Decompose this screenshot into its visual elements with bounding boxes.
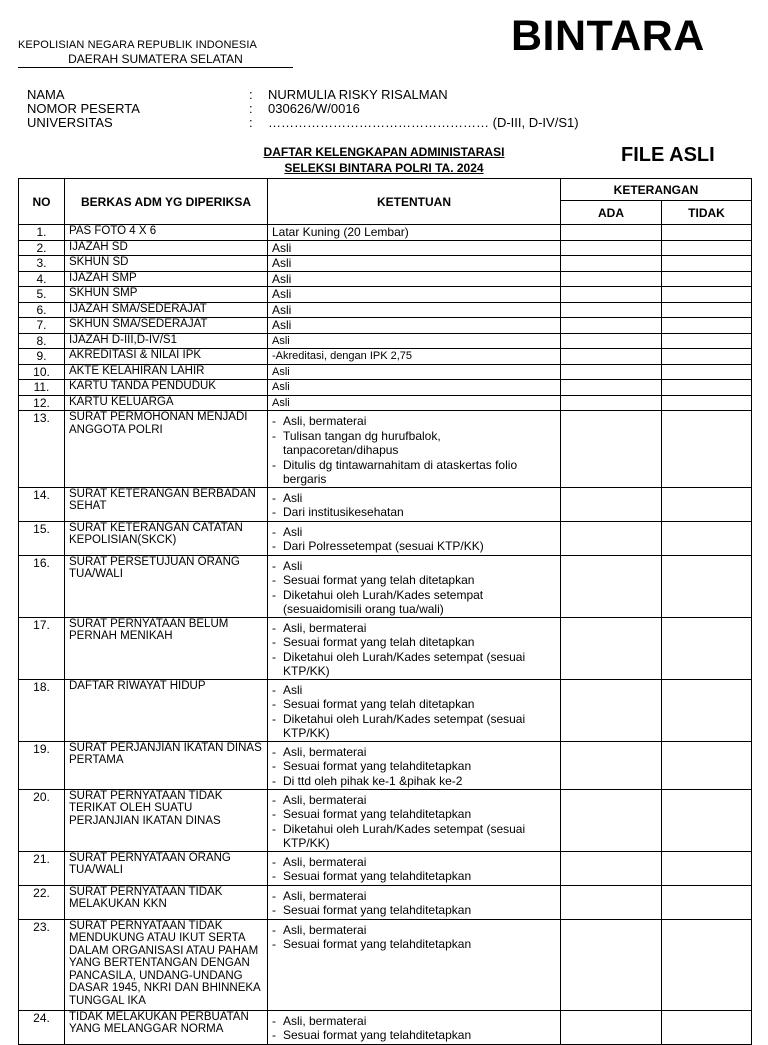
document-name: PAS FOTO 4 X 6 (65, 225, 268, 241)
requirement-bullet (272, 458, 556, 487)
requirement-text: Sesuai format yang telahditetapkan (283, 903, 472, 917)
document-title-line1: DAFTAR KELENGKAPAN ADMINISTARASI (263, 145, 505, 159)
requirement-text: Diketahui oleh Lurah/Kades setempat (sesuai KTP/KK) (283, 711, 526, 740)
requirement-text: Asli (283, 682, 303, 697)
table-row (19, 487, 752, 521)
requirement-text: Diketahui oleh Lurah/Kades setempat (sesuai KTP/KK) (283, 649, 526, 678)
bullet-dash: - (272, 792, 276, 807)
table-row (19, 349, 752, 365)
requirement-text: Asli, bermaterai (283, 792, 367, 807)
tidak-checkbox-cell[interactable] (662, 364, 752, 380)
bullet-dash: - (272, 587, 276, 602)
checklist-body (19, 225, 752, 1045)
row-number: 9. (19, 349, 65, 365)
requirement-bullet (272, 745, 556, 760)
requirement-cell (268, 741, 561, 789)
document-name: SURAT KETERANGAN BERBADAN SEHAT (65, 487, 268, 521)
bullet-dash: - (272, 759, 276, 773)
table-row (19, 271, 752, 287)
table-row (19, 333, 752, 349)
bullet-dash: - (272, 457, 276, 472)
document-name: SURAT PERNYATAAN TIDAK MELAKUKAN KKN (65, 885, 268, 919)
identity-number-row (27, 102, 579, 116)
document-name: KARTU TANDA PENDUDUK (65, 380, 268, 396)
document-name: IJAZAH SMA/SEDERAJAT (65, 302, 268, 318)
requirement-text: Diketahui oleh Lurah/Kades setempat (sesuai KTP/KK) (283, 821, 526, 850)
requirement-bullet (272, 414, 556, 429)
bullet-dash: - (272, 937, 276, 951)
table-row (19, 380, 752, 396)
table-row (19, 240, 752, 256)
table-row (19, 302, 752, 318)
requirement-text: Tulisan tangan dg hurufbalok, tanpacoretan/dihapus (283, 428, 441, 457)
ada-checkbox-cell[interactable] (561, 287, 662, 303)
requirement-text: Asli (283, 490, 303, 505)
identity-name-row (27, 88, 579, 102)
requirement-text: Sesuai format yang telahditetapkan (283, 937, 472, 951)
identity-value: 030626/W/0016 (268, 101, 360, 116)
requirement-bullet (272, 635, 556, 650)
requirement-bullet (272, 573, 556, 588)
ada-checkbox-cell[interactable] (561, 364, 662, 380)
identity-colon: : (249, 87, 253, 102)
requirement-text: Asli, bermaterai (283, 888, 367, 903)
identity-block (27, 88, 579, 130)
requirement-text: Sesuai format yang telahditetapkan (283, 759, 472, 773)
tidak-checkbox-cell[interactable] (662, 521, 752, 555)
row-number: 17. (19, 617, 65, 679)
requirement-cell (268, 919, 561, 1010)
requirement-text: Sesuai format yang telahditetapkan (283, 807, 472, 821)
bullet-dash: - (272, 524, 276, 539)
requirement-text: Ditulis dg tintawarnahitam di ataskertas folio bergaris (283, 457, 518, 486)
row-number: 13. (19, 411, 65, 488)
row-number: 22. (19, 885, 65, 919)
row-number: 2. (19, 240, 65, 256)
requirement-cell (268, 302, 561, 318)
bullet-dash: - (272, 573, 276, 587)
requirement-cell (268, 287, 561, 303)
file-label: FILE ASLI (621, 144, 715, 166)
requirement-text: Dari Polressetempat (sesuai KTP/KK) (283, 539, 484, 553)
bullet-dash: - (272, 888, 276, 903)
bullet-dash: - (272, 903, 276, 917)
ada-checkbox-cell[interactable] (561, 617, 662, 679)
row-number: 6. (19, 302, 65, 318)
document-name: IJAZAH SD (65, 240, 268, 256)
bullet-dash: - (272, 682, 276, 697)
requirement-cell (268, 333, 561, 349)
requirement-cell (268, 349, 561, 365)
tidak-checkbox-cell[interactable] (662, 287, 752, 303)
requirement-cell (268, 885, 561, 919)
requirement-text: Asli, bermaterai (283, 744, 367, 759)
requirement-bullet (272, 650, 556, 679)
ada-checkbox-cell[interactable] (561, 240, 662, 256)
tidak-checkbox-cell[interactable] (662, 679, 752, 741)
ada-checkbox-cell[interactable] (561, 851, 662, 885)
requirement-cell (268, 789, 561, 851)
requirement-bullet (272, 712, 556, 741)
requirement-text: Asli (272, 365, 290, 378)
requirement-bullet (272, 697, 556, 712)
ada-checkbox-cell[interactable] (561, 411, 662, 488)
requirement-text: Asli, bermaterai (283, 922, 367, 937)
requirement-cell (268, 555, 561, 617)
identity-label: NAMA (27, 87, 65, 102)
requirement-text: Latar Kuning (20 Lembar) (272, 225, 409, 239)
row-number: 8. (19, 333, 65, 349)
identity-value: NURMULIA RISKY RISALMAN (268, 87, 448, 102)
tidak-checkbox-cell[interactable] (662, 487, 752, 521)
tidak-checkbox-cell[interactable] (662, 240, 752, 256)
requirement-bullet (272, 869, 556, 884)
document-name: AKTE KELAHIRAN LAHIR (65, 364, 268, 380)
header-ada: ADA (561, 201, 662, 225)
row-number: 20. (19, 789, 65, 851)
row-number: 15. (19, 521, 65, 555)
ada-checkbox-cell[interactable] (561, 741, 662, 789)
table-row (19, 225, 752, 241)
requirement-text: Di ttd oleh pihak ke-1 &pihak ke-2 (283, 773, 463, 788)
table-row (19, 318, 752, 334)
document-name: DAFTAR RIWAYAT HIDUP (65, 679, 268, 741)
ada-checkbox-cell[interactable] (561, 256, 662, 272)
requirement-cell (268, 395, 561, 411)
document-name: SURAT PERMOHONAN MENJADI ANGGOTA POLRI (65, 411, 268, 488)
tidak-checkbox-cell[interactable] (662, 851, 752, 885)
table-row (19, 885, 752, 919)
document-title-line2: SELEKSI BINTARA POLRI TA. 2024 (284, 161, 484, 175)
ada-checkbox-cell[interactable] (561, 380, 662, 396)
tidak-checkbox-cell[interactable] (662, 256, 752, 272)
tidak-checkbox-cell[interactable] (662, 555, 752, 617)
requirement-bullet (272, 429, 556, 458)
table-row (19, 617, 752, 679)
document-name: TIDAK MELAKUKAN PERBUATAN YANG MELANGGAR NORMA (65, 1010, 268, 1044)
requirement-bullet (272, 937, 556, 952)
tidak-checkbox-cell[interactable] (662, 333, 752, 349)
requirement-text: Asli (272, 396, 290, 409)
bullet-dash: - (272, 1013, 276, 1028)
requirement-text: Asli, bermaterai (283, 1013, 367, 1028)
requirement-text: Asli (272, 318, 292, 332)
bullet-dash: - (272, 558, 276, 573)
requirement-bullet (272, 903, 556, 918)
requirement-text: Asli (272, 287, 292, 301)
document-title (230, 144, 538, 176)
identity-label: NOMOR PESERTA (27, 101, 140, 116)
requirement-cell (268, 271, 561, 287)
ada-checkbox-cell[interactable] (561, 487, 662, 521)
ada-checkbox-cell[interactable] (561, 302, 662, 318)
requirement-bullet (272, 525, 556, 540)
ada-checkbox-cell[interactable] (561, 679, 662, 741)
ada-checkbox-cell[interactable] (561, 318, 662, 334)
header-berkas: BERKAS ADM YG DIPERIKSA (65, 179, 268, 225)
tidak-checkbox-cell[interactable] (662, 617, 752, 679)
requirement-cell (268, 225, 561, 241)
bullet-dash: - (272, 922, 276, 937)
tidak-checkbox-cell[interactable] (662, 395, 752, 411)
ada-checkbox-cell[interactable] (561, 521, 662, 555)
header-ketentuan: KETENTUAN (268, 179, 561, 225)
requirement-bullet (272, 807, 556, 822)
row-number: 4. (19, 271, 65, 287)
tidak-checkbox-cell[interactable] (662, 789, 752, 851)
row-number: 11. (19, 380, 65, 396)
document-name: KARTU KELUARGA (65, 395, 268, 411)
requirement-cell (268, 318, 561, 334)
requirement-bullet (272, 621, 556, 636)
table-row (19, 364, 752, 380)
ada-checkbox-cell[interactable] (561, 789, 662, 851)
ada-checkbox-cell[interactable] (561, 225, 662, 241)
bullet-dash: - (272, 773, 276, 788)
table-row (19, 1010, 752, 1044)
tidak-checkbox-cell[interactable] (662, 380, 752, 396)
row-number: 7. (19, 318, 65, 334)
bullet-dash: - (272, 744, 276, 759)
ada-checkbox-cell[interactable] (561, 271, 662, 287)
ada-checkbox-cell[interactable] (561, 333, 662, 349)
tidak-checkbox-cell[interactable] (662, 1010, 752, 1044)
requirement-text: Dari institusikesehatan (283, 505, 404, 519)
requirement-cell (268, 851, 561, 885)
requirement-bullet (272, 539, 556, 554)
document-name: SKHUN SD (65, 256, 268, 272)
row-number: 21. (19, 851, 65, 885)
bullet-dash: - (272, 539, 276, 553)
tidak-checkbox-cell[interactable] (662, 302, 752, 318)
bullet-dash: - (272, 821, 276, 836)
requirement-text: Asli (272, 271, 292, 286)
org-name: KEPOLISIAN NEGARA REPUBLIK INDONESIA (18, 39, 257, 51)
document-name: IJAZAH SMP (65, 271, 268, 287)
bullet-dash: - (272, 414, 276, 428)
row-number: 3. (19, 256, 65, 272)
tidak-checkbox-cell[interactable] (662, 919, 752, 1010)
requirement-text: Sesuai format yang telah ditetapkan (283, 573, 475, 587)
tidak-checkbox-cell[interactable] (662, 349, 752, 365)
identity-label: UNIVERSITAS (27, 115, 113, 130)
requirement-text: Asli (272, 381, 290, 393)
requirement-cell (268, 411, 561, 488)
requirement-bullet (272, 1014, 556, 1029)
tidak-checkbox-cell[interactable] (662, 225, 752, 241)
document-name: IJAZAH D-III,D-IV/S1 (65, 333, 268, 349)
requirement-bullet (272, 759, 556, 774)
table-row (19, 411, 752, 488)
requirement-cell (268, 364, 561, 380)
row-number: 14. (19, 487, 65, 521)
requirement-text: Asli (272, 302, 292, 317)
ada-checkbox-cell[interactable] (561, 1010, 662, 1044)
bullet-dash: - (272, 620, 276, 635)
table-row (19, 851, 752, 885)
tidak-checkbox-cell[interactable] (662, 741, 752, 789)
row-number: 1. (19, 225, 65, 241)
requirement-text: Asli (283, 524, 303, 539)
table-row (19, 919, 752, 1010)
table-row (19, 679, 752, 741)
ada-checkbox-cell[interactable] (561, 919, 662, 1010)
bullet-dash: - (272, 869, 276, 883)
document-name: SURAT KETERANGAN CATATAN KEPOLISIAN(SKCK) (65, 521, 268, 555)
document-name: SURAT PERNYATAAN BELUM PERNAH MENIKAH (65, 617, 268, 679)
requirement-bullet (272, 822, 556, 851)
document-name: AKREDITASI & NILAI IPK (65, 349, 268, 365)
requirement-text: Sesuai format yang telahditetapkan (283, 869, 472, 883)
requirement-text: Asli (272, 256, 292, 270)
requirement-cell (268, 1010, 561, 1044)
requirement-text: Asli (272, 240, 292, 255)
requirement-text: Sesuai format yang telah ditetapkan (283, 697, 475, 711)
ada-checkbox-cell[interactable] (561, 349, 662, 365)
requirement-cell (268, 487, 561, 521)
table-row (19, 287, 752, 303)
requirement-cell (268, 240, 561, 256)
header-no: NO (19, 179, 65, 225)
bullet-dash: - (272, 649, 276, 664)
requirement-text: Asli (283, 558, 303, 573)
tidak-checkbox-cell[interactable] (662, 318, 752, 334)
requirement-text: Sesuai format yang telah ditetapkan (283, 635, 475, 649)
requirement-bullet (272, 559, 556, 574)
requirement-bullet (272, 889, 556, 904)
requirement-bullet (272, 491, 556, 506)
ada-checkbox-cell[interactable] (561, 555, 662, 617)
checklist-table (18, 178, 752, 1045)
requirement-text: Asli, bermaterai (283, 620, 367, 635)
bullet-dash: - (272, 711, 276, 726)
identity-university-row (27, 116, 579, 130)
identity-colon: : (249, 101, 253, 116)
requirement-cell (268, 380, 561, 396)
document-name: SURAT PERNYATAAN ORANG TUA/WALI (65, 851, 268, 885)
requirement-text: Asli (272, 334, 290, 347)
ada-checkbox-cell[interactable] (561, 885, 662, 919)
requirement-text: Sesuai format yang telahditetapkan (283, 1028, 472, 1042)
table-row (19, 256, 752, 272)
row-number: 24. (19, 1010, 65, 1044)
tidak-checkbox-cell[interactable] (662, 885, 752, 919)
bullet-dash: - (272, 490, 276, 505)
requirement-bullet (272, 505, 556, 520)
requirement-bullet (272, 774, 556, 789)
identity-colon: : (249, 115, 253, 130)
org-region: DAERAH SUMATERA SELATAN (18, 52, 293, 68)
header-keterangan: KETERANGAN (561, 179, 752, 201)
table-row (19, 395, 752, 411)
bullet-dash: - (272, 1028, 276, 1042)
table-row (19, 741, 752, 789)
requirement-cell (268, 256, 561, 272)
document-name: SURAT PERNYATAAN TIDAK MENDUKUNG ATAU IKUT SERTA DALAM ORGANISASI ATAU PAHAM YANG BERTENTANGAN DENGAN PANCASILA, UNDANG-UNDANG DASAR 1945, NKRI DAN BHINNEKA TUNGGAL IKA (65, 919, 268, 1010)
requirement-cell (268, 521, 561, 555)
row-number: 23. (19, 919, 65, 1010)
bullet-dash: - (272, 505, 276, 519)
ada-checkbox-cell[interactable] (561, 395, 662, 411)
row-number: 19. (19, 741, 65, 789)
requirement-text: Diketahui oleh Lurah/Kades setempat (sesuaidomisili orang tua/wali) (283, 587, 484, 616)
requirement-bullet (272, 588, 556, 617)
requirement-bullet (272, 683, 556, 698)
header-tidak: TIDAK (662, 201, 752, 225)
requirement-text: Asli, bermaterai (283, 854, 367, 869)
row-number: 12. (19, 395, 65, 411)
table-row (19, 521, 752, 555)
document-name: SURAT PERJANJIAN IKATAN DINAS PERTAMA (65, 741, 268, 789)
bullet-dash: - (272, 428, 276, 443)
requirement-cell (268, 679, 561, 741)
requirement-text: Asli, bermaterai (283, 414, 367, 428)
tidak-checkbox-cell[interactable] (662, 271, 752, 287)
table-row (19, 555, 752, 617)
document-name: SURAT PERNYATAAN TIDAK TERIKAT OLEH SUATU PERJANJIAN IKATAN DINAS (65, 789, 268, 851)
document-name: SKHUN SMP (65, 287, 268, 303)
row-number: 10. (19, 364, 65, 380)
document-name: SURAT PERSETUJUAN ORANG TUA/WALI (65, 555, 268, 617)
row-number: 16. (19, 555, 65, 617)
row-number: 5. (19, 287, 65, 303)
bullet-dash: - (272, 854, 276, 869)
bullet-dash: - (272, 697, 276, 711)
requirement-bullet (272, 793, 556, 808)
table-row (19, 789, 752, 851)
bullet-dash: - (272, 635, 276, 649)
requirement-text: -Akreditasi, dengan IPK 2,75 (272, 350, 413, 362)
rank-title: BINTARA (511, 12, 705, 60)
requirement-bullet (272, 1028, 556, 1043)
row-number: 18. (19, 679, 65, 741)
requirement-bullet (272, 923, 556, 938)
requirement-bullet (272, 855, 556, 870)
identity-value: …………………………………………… (D-III, D-IV/S1) (268, 115, 579, 130)
bullet-dash: - (272, 807, 276, 821)
tidak-checkbox-cell[interactable] (662, 411, 752, 488)
requirement-cell (268, 617, 561, 679)
document-name: SKHUN SMA/SEDERAJAT (65, 318, 268, 334)
